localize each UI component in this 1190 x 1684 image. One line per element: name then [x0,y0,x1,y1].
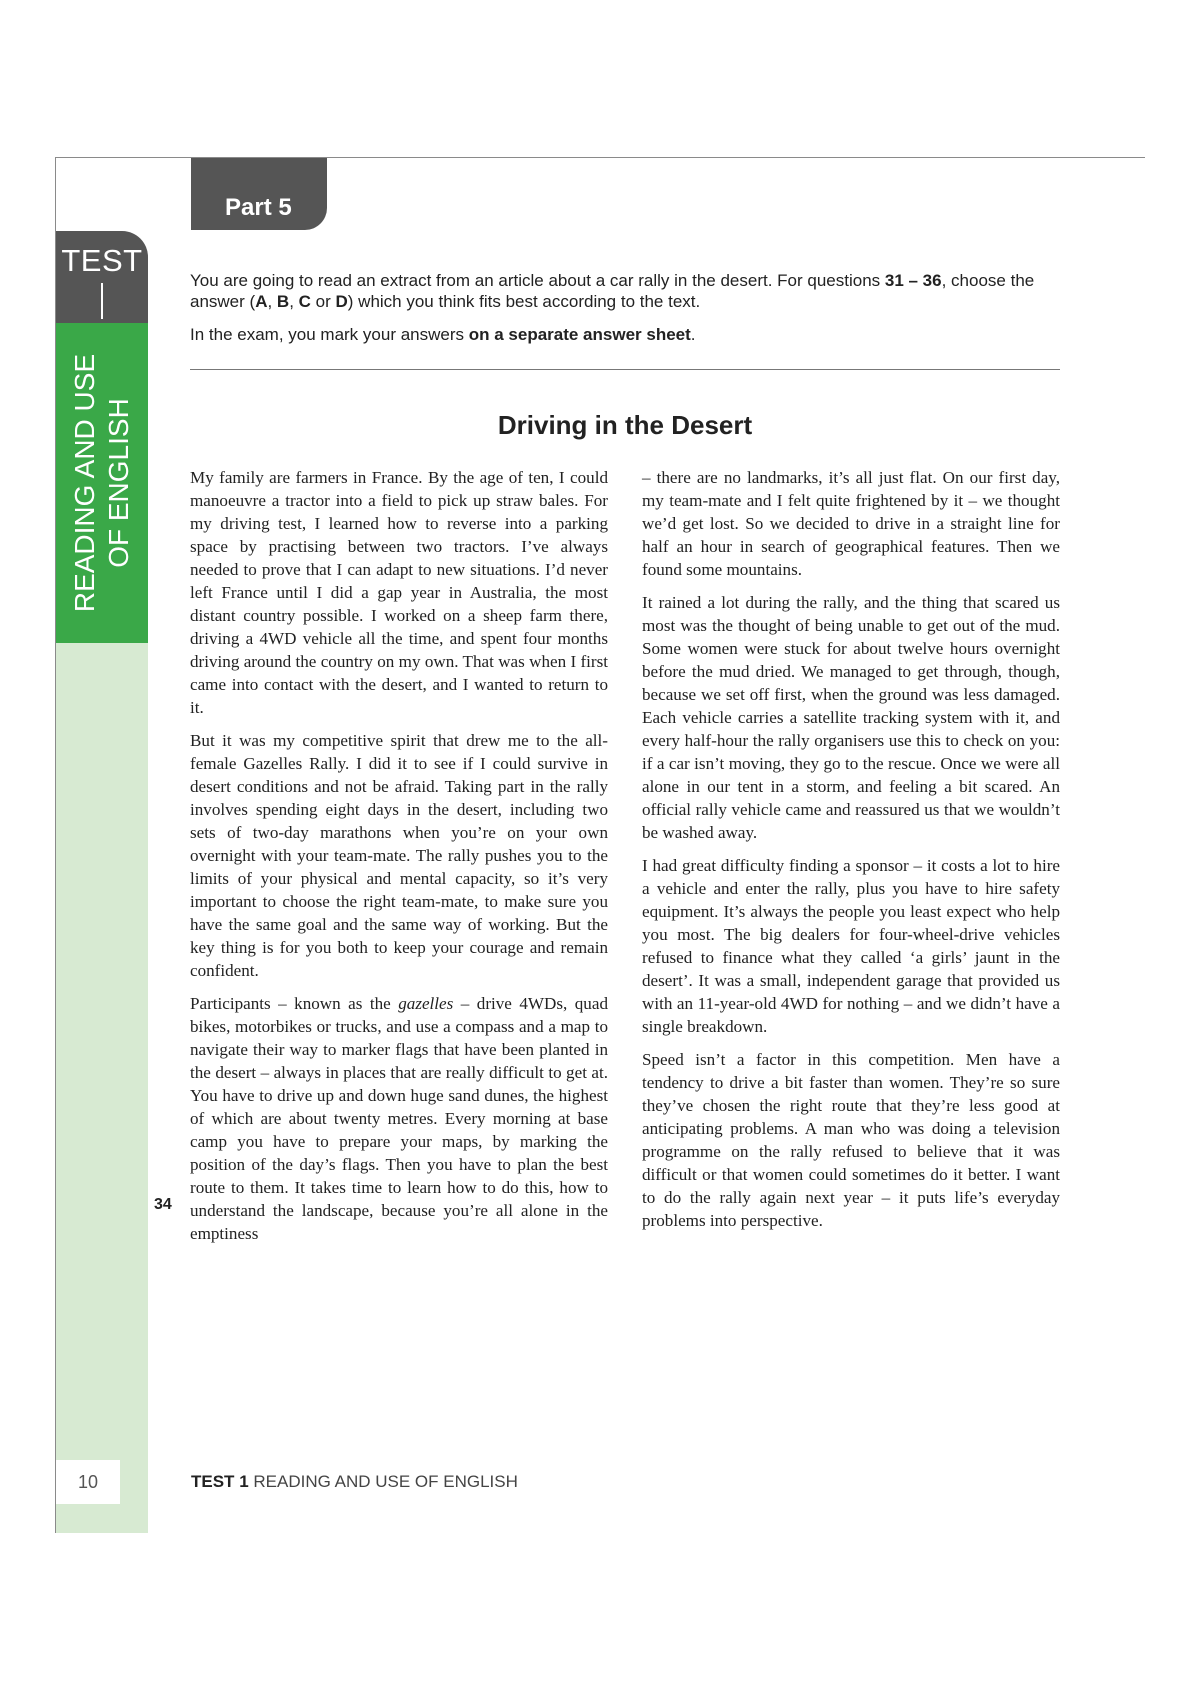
instructions [190,270,1070,357]
sidebar-test-number-roman-one [101,283,103,319]
article-column-right [642,466,1060,1242]
instructions-text: or [310,292,336,311]
instructions-text: , [267,292,277,311]
instructions-paragraph-2 [190,324,1070,345]
article-title: Driving in the Desert [497,410,753,440]
article-paragraph-3 [190,992,608,1245]
option-a-label: A [255,292,268,311]
sidebar-section-label [68,333,136,633]
footer-test-number: 1 [239,1472,249,1491]
instructions-text: . [690,325,696,344]
sidebar-section-line2: OF ENGLISH [103,398,134,568]
article-paragraph-7: Speed isn’t a factor in this competition. Men have a tendency to drive a bit faster than women. They’re so sure they’ve chosen the right route that they’re less good at anticipating problems. A man who was doing a television programme on the rally refused to believe that it was difficult or that women could sometimes do it better. I want to do the rally again next year – it puts life’s everyday problems into perspective. [642,1050,1060,1230]
part-tab [191,158,327,230]
article-paragraph-5: It rained a lot during the rally, and the thing that scared us most was the thought of being unable to get out of the mud. Some women were stuck for about twelve hours overnight before the mud dried. We managed to get through, though, because we set off first, when the ground was less damaged. Each vehicle carries a satellite tracking system with it, and every half-hour the rally organisers use this to check on you: if a car isn’t moving, they go to the rescue. Once we were all alone in our tent in a storm, and feeling a bit scared. An official rally vehicle came and reassured us that we wouldn’t be washed away. [642,593,1060,842]
page-footer [191,1472,518,1492]
sidebar-section-line1: READING AND USE [69,353,100,613]
sidebar-test-label: TEST [61,243,143,278]
sidebar-test-block [56,231,148,323]
article-text: Participants – known as the [190,994,399,1013]
instructions-text: ) which you think fits best according to the text. [347,292,701,311]
instructions-text: In the exam, you mark your answers [190,325,469,344]
article-paragraph-4: – there are no landmarks, it’s all just flat. On our first day, my team-mate and I felt quite frightened by it – we thought we’d get lost. So we decided to drive in a straight line for half an hour in search of geographical features. Then we found some mountains. [642,468,1060,579]
page-number: 10 [56,1460,120,1504]
article-column-left [190,466,608,1255]
instructions-text: , [289,292,299,311]
instructions-paragraph-1 [190,270,1070,312]
option-d-label: D [335,292,348,311]
part-label: Part 5 [225,194,292,221]
footer-section-label: READING AND USE OF ENGLISH [253,1472,518,1491]
option-b-label: B [276,292,290,311]
sidebar-pale-band [56,643,148,1533]
article-paragraph-1: My family are farmers in France. By the age of ten, I could manoeuvre a tractor into a field to pick up straw bales. For my driving test, I learned how to reverse into a parking space by practising between two tractors. I’ve always needed to prove that I can adapt to new situations. I’d never left France until I did a gap year in Australia, the most distant country possible. I worked on a sheep farm there, driving a 4WD vehicle all the time, and spent four months driving around the country on my own. That was when I first came into contact with the desert, and I wanted to return to it. [190,468,608,717]
instructions-text: , choose the answer ( [190,271,1035,311]
question-range: 31 – 36 [884,271,942,290]
article-italic-term: gazelles [398,994,454,1013]
article-text: – drive 4WDs, quad bikes, motorbikes or trucks, and use a compass and a map to navigate their way to marker flags that have been planted in the desert – always in places that are really difficult to get at. You have to drive up and down huge sand dunes, the highest of which are about twenty metres. Every morning at base camp you have to prepare your maps, by marking the position of the day’s flags. Then you have to plan the best route to them. It takes time to learn how to do this, how to understand the landscape, because you’re all alone in the emptiness [190,994,608,1243]
line-number: 34 [154,1196,172,1213]
article-paragraph-6: I had great difficulty finding a sponsor – it costs a lot to hire a vehicle and enter the rally, plus you have to hire safety equipment. It’s always the people you least expect who help you most. The big dealers for four-wheel-drive vehicles refused to finance what they called ‘a girls’ jaunt in the desert’. It was a small, independent garage that provided us with an 11-year-old 4WD for nothing – and we didn’t have a single breakdown. [642,856,1060,1036]
option-c-label: C [298,292,311,311]
instructions-divider [190,369,1060,370]
footer-test-label: TEST [191,1472,235,1491]
answer-sheet-emphasis: on a separate answer sheet [468,325,691,344]
article-paragraph-2: But it was my competitive spirit that drew me to the all-female Gazelles Rally. I did it to see if I could survive in desert conditions and not be afraid. Taking part in the rally involves spending eight days in the desert, including two sets of two-day marathons when you’re on your own overnight with your team-mate. The rally pushes you to the limits of your physical and mental capacity, so it’s very important to choose the right team-mate, to make sure you have the same goal and the same way of working. But the key thing is for you both to keep your courage and remain confident. [190,731,608,980]
instructions-text: You are going to read an extract from an article about a car rally in the desert. For questions [190,271,885,290]
